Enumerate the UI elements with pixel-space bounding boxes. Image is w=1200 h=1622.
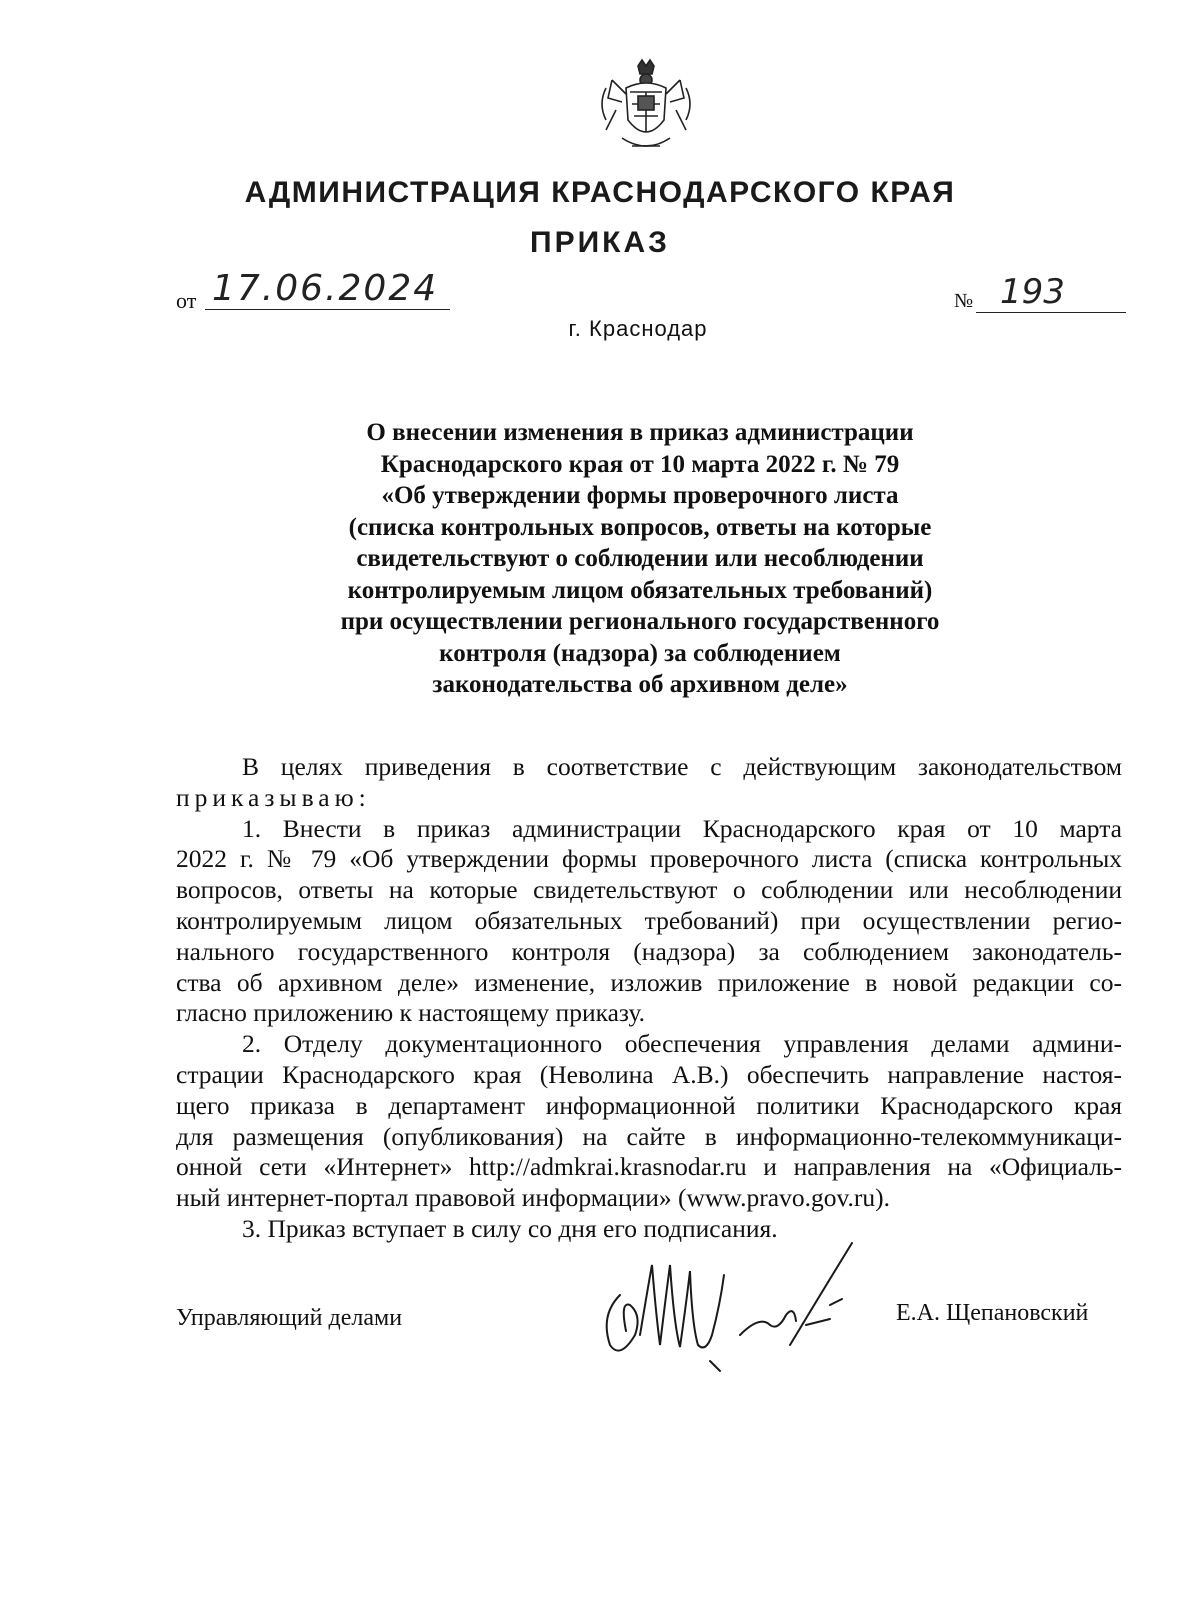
body-line: 2. Отделу документационного обеспечения управления делами админи- <box>242 1029 1122 1059</box>
body-line: контролируемым лицом обязательных требований) при осуществлении регио- <box>176 905 1122 935</box>
date-underline <box>205 309 450 310</box>
body-line: щего приказа в департамент информационной политики Краснодарского края <box>176 1090 1122 1120</box>
title-line: контролируемым лицом обязательных требований) <box>347 576 933 604</box>
number-underline <box>976 312 1126 313</box>
document-type: ПРИКАЗ <box>530 226 670 259</box>
number-label: № <box>954 290 974 312</box>
body-line: для размещения (опубликования) на сайте в информационно-телекоммуникаци- <box>176 1121 1122 1151</box>
signatory-name: Е.А. Щепановский <box>896 1300 1089 1326</box>
body-line: 1. Внести в приказ администрации Краснодарского края от 10 марта <box>242 813 1122 843</box>
body-line: онной сети «Интернет» http://admkrai.krasnodar.ru и направления на «Официаль- <box>176 1152 1122 1182</box>
body-line: приказываю: <box>176 782 371 812</box>
body-line: нального государственного контроля (надзора) за соблюдением законодатель- <box>176 936 1122 966</box>
city: г. Краснодар <box>568 316 708 341</box>
organization-name: АДМИНИСТРАЦИЯ КРАСНОДАРСКОГО КРАЯ <box>244 176 956 209</box>
title-line: при осуществлении регионального государственного <box>340 608 940 635</box>
title-line: О внесении изменения в приказ администрации <box>366 419 914 446</box>
body-line: ства об архивном деле» изменение, изложив приложение в новой редакции со- <box>176 967 1122 997</box>
signatory-position: Управляющий делами <box>176 1305 403 1331</box>
body-line: В целях приведения в соответствие с действующим законодательством <box>242 752 1122 781</box>
title-line: свидетельствуют о соблюдении или несоблюдении <box>356 545 924 572</box>
body-line: страции Краснодарского края (Неволина А.В.) обеспечить направление настоя- <box>176 1059 1122 1089</box>
coat-of-arms-emblem <box>592 58 700 158</box>
body-line: ный интернет-портал правовой информации» (www.pravo.gov.ru). <box>176 1183 891 1213</box>
handwritten-signature <box>590 1235 870 1375</box>
title-line: законодательства об архивном деле» <box>432 671 848 698</box>
body-line: 3. Приказ вступает в силу со дня его подписания. <box>242 1213 778 1243</box>
document-body <box>176 752 1122 1245</box>
body-line: 2022 г. № 79 «Об утверждении формы проверочного листа (списка контрольных <box>176 844 1122 874</box>
body-line: гласно приложению к настоящему приказу. <box>176 998 646 1028</box>
title-line: контроля (надзора) за соблюдением <box>439 639 841 667</box>
title-line: (списка контрольных вопросов, ответы на которые <box>348 513 932 541</box>
body-line: вопросов, ответы на которые свидетельствуют о соблюдении или несоблюдении <box>176 875 1122 905</box>
date-label: от <box>176 288 197 313</box>
title-line: «Об утверждении формы проверочного листа <box>381 482 899 509</box>
title-line: Краснодарского края от 10 марта 2022 г. № 79 <box>380 450 900 478</box>
document-title <box>260 417 1020 701</box>
number-value: 193 <box>1000 272 1065 312</box>
date-value: 17.06.2024 <box>212 268 439 309</box>
